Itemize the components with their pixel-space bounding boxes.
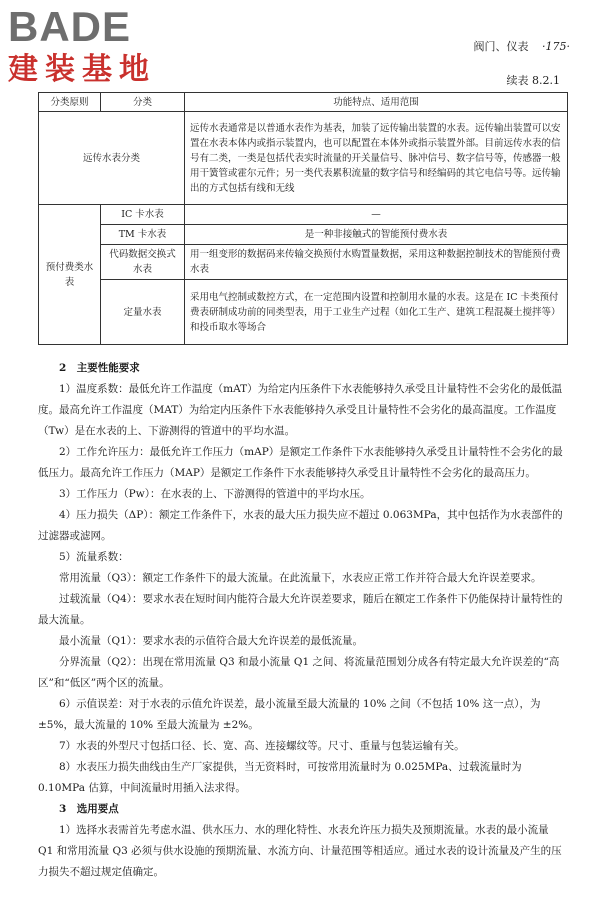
page-number: ·175· [542, 40, 570, 53]
table-continuation-label: 续表 8.2.1 [506, 74, 560, 87]
paragraph: 分界流量（Q2）：出现在常用流量 Q3 和最小流量 Q1 之间、将流量范围划分成各有特定最大允许误差的“高区”和“低区”两个区的流量。 [38, 656, 560, 689]
remote-principle-cell: 远传水表分类 [39, 112, 185, 205]
table-row [39, 225, 568, 245]
section-heading: 2 主要性能要求 [59, 362, 140, 374]
table-row [39, 245, 568, 280]
logo-latin-text: BADE [8, 3, 132, 50]
paragraph: 3）工作压力（Pw）：在水表的上、下游测得的管道中的平均水压。 [59, 488, 371, 500]
paragraph: 1）选择水表需首先考虑水温、供水压力、水的理化特性、水表允许压力损失及预期流量。水表的最小流量 Q1 和常用流量 Q3 必须与供水设施的预期流量、水流方向、计量范围等相适应。通过水表的设计流量及产生的压力损失不超过规定值确定。 [38, 824, 562, 878]
publisher-logo [8, 4, 178, 88]
category-cell: TM 卡水表 [101, 225, 185, 245]
section-heading: 3 选用要点 [59, 803, 119, 815]
prepaid-principle-cell: 预付费类水表 [39, 205, 101, 345]
paragraph: 过载流量（Q4）：要求水表在短时间内能符合最大允许误差要求，随后在额定工作条件下仍能保持计量特性的最大流量。 [38, 593, 563, 626]
table-header-row [39, 93, 568, 112]
description-cell: 是一种非接触式的智能预付费水表 [185, 225, 568, 245]
category-cell: 定量水表 [101, 280, 185, 345]
remote-description-cell: 远传水表通常是以普通水表作为基表，加装了远传输出装置的水表。远传输出装置可以安置在水表本体内或指示装置内，也可以配置在本体外或指示装置外部。目前远传水表的信号有二类，一类是包括代表实时流量的开关量信号、脉冲信号、数字信号等，传感器一般用干簧管或霍尔元件；另一类代表累积流量的数字信号和经编码的其它电信号等。远传输出的方式包括有线和无线 [185, 112, 568, 205]
running-title: 阀门、仪表 [473, 40, 529, 53]
category-cell: 代码数据交换式水表 [101, 245, 185, 280]
water-meter-classification-table [38, 92, 568, 345]
paragraph: 1）温度系数：最低允许工作温度（mAT）为给定内压条件下水表能够持久承受且计量特性不会劣化的最低温度。最高允许工作温度（MAT）为给定内压条件下水表能够持久承受且计量特性不会劣化的最高温度。工作温度（Tw）是在水表的上、下游测得的管道中的平均水温。 [38, 383, 563, 437]
header-features: 功能特点、适用范围 [185, 93, 568, 112]
table-row [39, 112, 568, 205]
category-cell: IC 卡水表 [101, 205, 185, 225]
paragraph: 4）压力损失（ΔP）：额定工作条件下，水表的最大压力损失应不超过 0.063MPa，其中包括作为水表部件的过滤器或滤网。 [38, 509, 563, 542]
description-cell: — [185, 205, 568, 225]
header-category: 分类 [101, 93, 185, 112]
paragraph: 6）示值误差：对于水表的示值允许误差，最小流量至最大流量的 10% 之间（不包括 10% 这一点），为 ±5%，最大流量的 10% 至最大流量为 ±2%。 [38, 698, 541, 731]
paragraph: 5）流量系数： [59, 551, 129, 563]
paragraph: 常用流量（Q3）：额定工作条件下的最大流量。在此流量下，水表应正常工作并符合最大允许误差要求。 [59, 572, 542, 584]
body-text [38, 358, 566, 883]
paragraph: 最小流量（Q1）：要求水表的示值符合最大允许误差的最低流量。 [59, 635, 364, 647]
header-principle: 分类原则 [39, 93, 101, 112]
paragraph: 7）水表的外型尺寸包括口径、长、宽、高、连接螺纹等。尺寸、重量与包装运输有关。 [59, 740, 465, 752]
description-cell: 用一组变形的数据码来传输交换预付水购置量数据，采用这种数据控制技术的智能预付费水表 [185, 245, 568, 280]
table-row [39, 280, 568, 345]
description-cell: 采用电气控制或数控方式，在一定范围内设置和控制用水量的水表。这是在 IC 卡类预付费表研制成功前的同类型表，用于工业生产过程（如化工生产、建筑工程混凝土搅拌等）和投币取水等场合 [185, 280, 568, 345]
logo-cjk-text: 建装基地 [8, 52, 156, 87]
paragraph: 8）水表压力损失曲线由生产厂家提供，当无资料时，可按常用流量时为 0.025MPa、过载流量时为 0.10MPa 估算，中间流量时用插入法求得。 [38, 761, 522, 794]
paragraph: 2）工作允许压力：最低允许工作压力（mAP）是额定工作条件下水表能够持久承受且计量特性不会劣化的最低压力。最高允许工作压力（MAP）是额定工作条件下水表能够持久承受且计量特性不会劣化的最高压力。 [38, 446, 563, 479]
table-row [39, 205, 568, 225]
running-head [474, 38, 571, 54]
